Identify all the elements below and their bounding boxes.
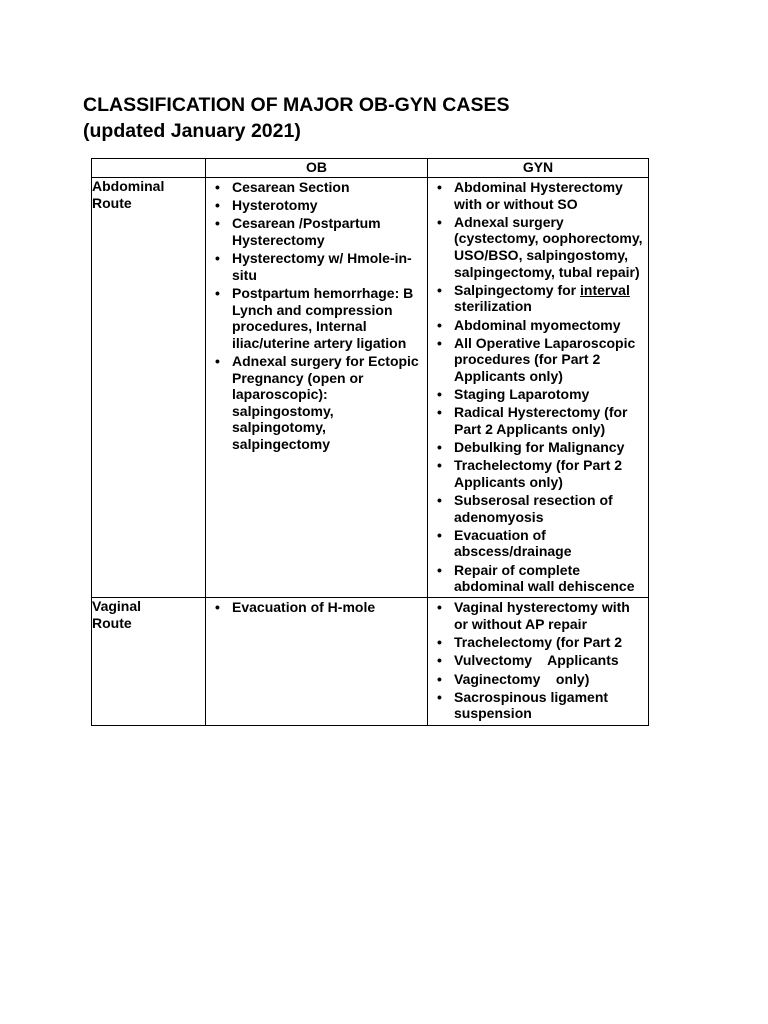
ob-cell-abdominal (206, 178, 428, 598)
document-title (83, 92, 510, 144)
gyn-procedure-list (428, 598, 648, 724)
list-item: • Vulvectomy Applicants (428, 652, 646, 669)
gyn-cell-vaginal (428, 598, 649, 725)
list-item: • Sacrospinous ligament suspension (428, 689, 646, 722)
list-item: • Radical Hysterectomy (for Part 2 Applicants only) (428, 404, 646, 437)
list-item: • Trachelectomy (for Part 2 Applicants only) (428, 457, 646, 490)
list-item: • Evacuation of abscess/drainage (428, 527, 646, 560)
route-label: Abdominal (92, 178, 165, 194)
list-item: • Repair of complete abdominal wall dehiscence (428, 562, 646, 595)
gyn-cell-abdominal (428, 178, 649, 598)
header-ob: OB (206, 159, 428, 178)
header-route (92, 159, 206, 178)
list-item: • Subserosal resection of adenomyosis (428, 492, 646, 525)
list-item: • Staging Laparotomy (428, 386, 646, 403)
list-item: • Trachelectomy (for Part 2 (428, 634, 646, 651)
route-label: Vaginal (92, 598, 142, 615)
item-text: Salpingectomy for (454, 281, 581, 298)
route-cell-abdominal (92, 178, 206, 598)
item-text: sterilization (454, 298, 532, 315)
list-item: • Vaginectomy only) (428, 671, 646, 688)
list-item: • Debulking for Malignancy (428, 439, 646, 456)
header-gyn: GYN (428, 159, 649, 178)
gyn-procedure-list (428, 178, 648, 597)
list-item: • Cesarean /Postpartum Hysterectomy (206, 215, 425, 248)
title-line-2: (updated January 2021) (83, 120, 301, 142)
vaginal-route-row (92, 598, 649, 725)
route-cell-vaginal (92, 598, 206, 725)
route-label: Route (92, 194, 132, 211)
abdominal-route-row (92, 178, 649, 598)
list-item: • Vaginal hysterectomy with or without AP repair (428, 599, 646, 632)
header-row (92, 159, 649, 178)
ob-procedure-list (206, 598, 427, 618)
list-item: • Abdominal Hysterectomy with or without SO (428, 179, 646, 212)
list-item: • Adnexal surgery (cystectomy, oophorectomy, USO/BSO, salpingostomy, salpingectomy, tubal repair) (428, 214, 646, 280)
list-item: • All Operative Laparoscopic procedures (for Part 2 Applicants only) (428, 335, 646, 385)
title-line-1: CLASSIFICATION OF MAJOR OB-GYN CASES (83, 94, 510, 116)
underlined-text: interval (580, 281, 630, 298)
ob-procedure-list (206, 178, 427, 455)
list-item: • Postpartum hemorrhage: B Lynch and compression procedures, Internal iliac/uterine artery ligation (206, 285, 425, 351)
list-item: • Hysterotomy (206, 197, 425, 214)
list-item: • Abdominal myomectomy (428, 317, 646, 334)
list-item (428, 282, 646, 315)
route-label: Route (92, 614, 132, 631)
classification-table (91, 158, 649, 726)
list-item: • Hysterectomy w/ Hmole-in-situ (206, 250, 425, 283)
list-item: • Cesarean Section (206, 179, 425, 196)
list-item: • Adnexal surgery for Ectopic Pregnancy (open or laparoscopic): salpingostomy, salpingotomy, salpingectomy (206, 353, 425, 453)
list-item: • Evacuation of H-mole (206, 599, 425, 616)
ob-cell-vaginal (206, 598, 428, 725)
